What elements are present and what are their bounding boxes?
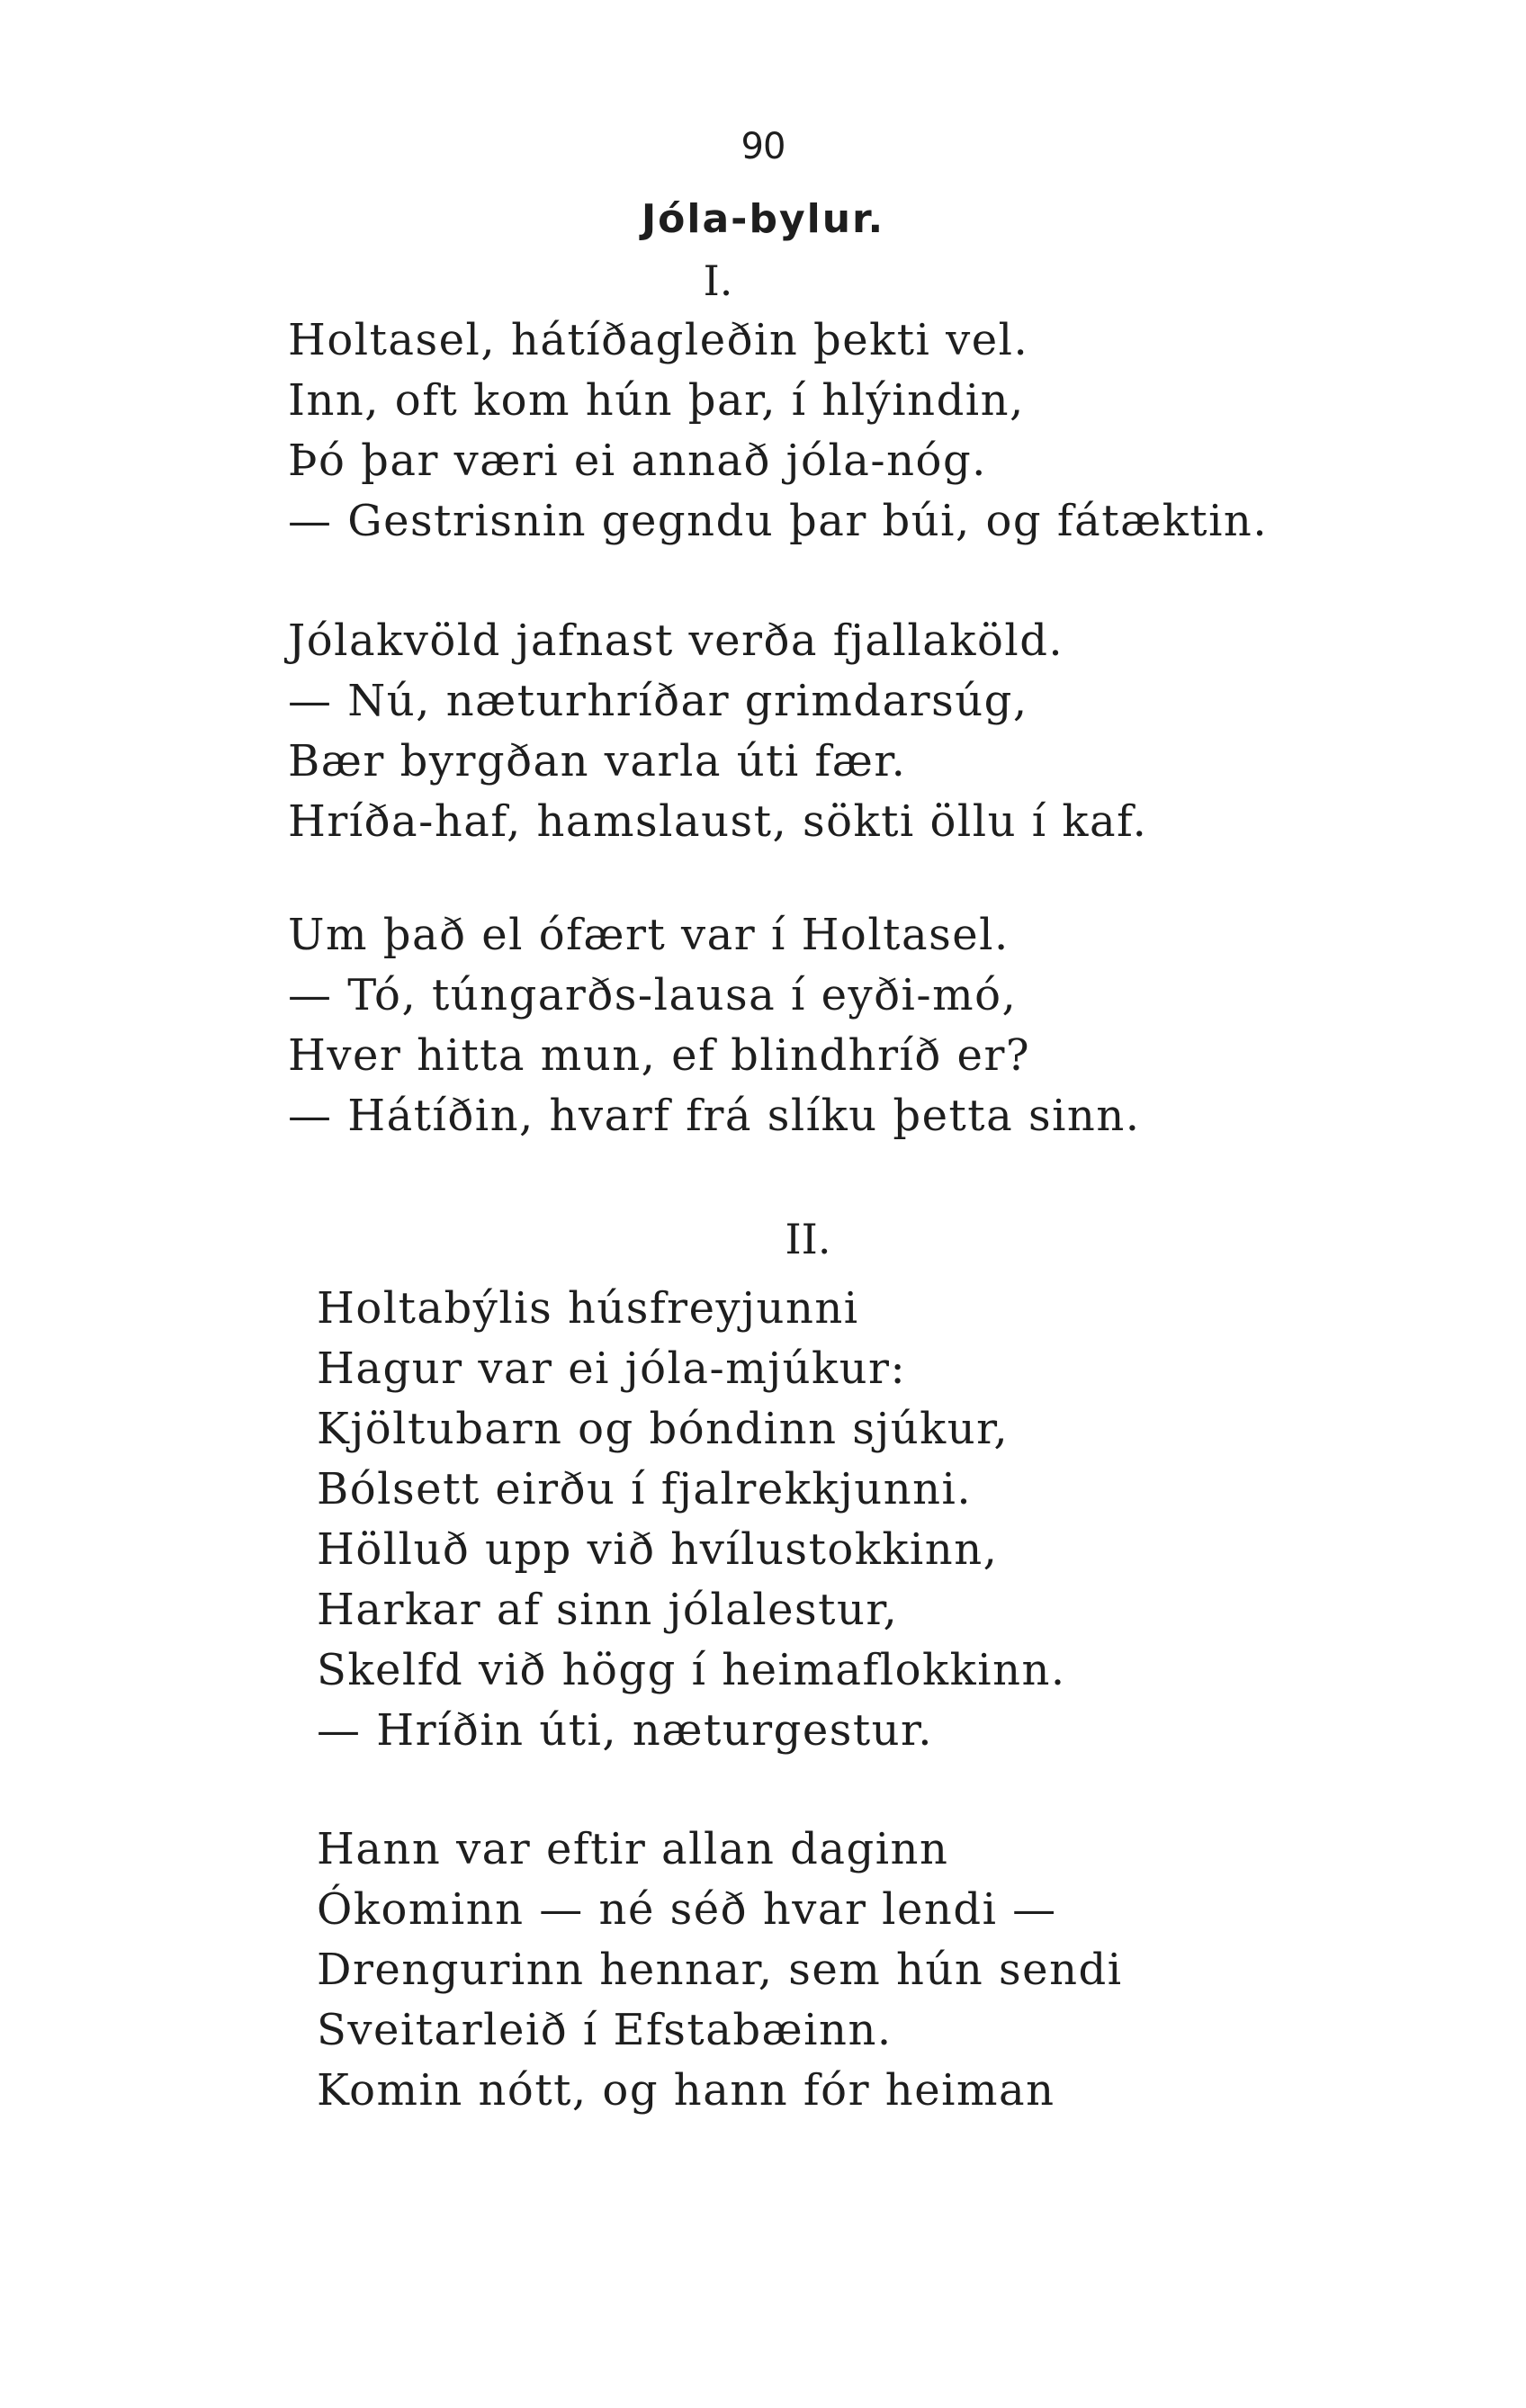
poem-title: Jóla-bylur. [641,196,885,242]
poem-line: Kjöltubarn og bóndinn sjúkur, [317,1404,1010,1454]
poem-line: — Hátíðin, hvarf frá slíku þetta sinn. [288,1091,1141,1141]
part-heading-1: I. [703,256,733,305]
poem-line: Bólsett eirðu í fjalrekkjunni. [317,1464,973,1514]
poem-line: — Gestrisnin gegndu þar búi, og fátæktin. [288,496,1269,546]
stanza-2-2 [317,1819,1123,2121]
stanza-1-3 [288,905,1141,1146]
poem-line: — Tó, túngarðs-lausa í eyði-mó, [288,970,1018,1020]
stanza-1-2 [288,611,1147,852]
stanza-1-1 [288,310,1268,552]
poem-line: — Hríðin úti, næturgestur. [317,1705,933,1756]
poem-line: Bær byrgðan varla úti fær. [288,736,907,786]
poem-line: Jólakvöld jafnast verða fjallaköld. [288,615,1064,666]
poem-line: Hver hitta mun, ef blindhríð er? [288,1030,1031,1081]
poem-line: Holtasel, hátíðagleðin þekti vel. [288,315,1029,365]
poem-line: Hríða-haf, hamslaust, sökti öllu í kaf. [288,796,1148,847]
poem-line: Hann var eftir allan daginn [317,1824,949,1874]
poem-line: Ókominn — né séð hvar lendi — [317,1884,1057,1935]
poem-line: Harkar af sinn jólalestur, [317,1585,899,1635]
poem-line: Hölluð upp við hvílustokkinn, [317,1524,999,1575]
poem-line: Skelfd við högg í heimaflokkinn. [317,1645,1066,1695]
poem-line: Inn, oft kom hún þar, í hlýindin, [288,375,1025,426]
part-heading-2: II. [785,1215,831,1263]
poem-line: — Nú, næturhríðar grimdarsúg, [288,676,1028,726]
poem-line: Komin nótt, og hann fór heiman [317,2065,1055,2116]
page-number: 90 [741,126,785,167]
poem-line: Sveitarleið í Efstabæinn. [317,2005,893,2055]
stanza-2-1 [317,1279,1066,1761]
poem-line: Um það el ófært var í Holtasel. [288,910,1010,960]
poem-line: Drengurinn hennar, sem hún sendi [317,1945,1123,1995]
poem-line: Hagur var ei jóla-mjúkur: [317,1343,907,1394]
poem-line: Holtabýlis húsfreyjunni [317,1283,859,1334]
poem-line: Þó þar væri ei annað jóla-nóg. [288,436,987,486]
